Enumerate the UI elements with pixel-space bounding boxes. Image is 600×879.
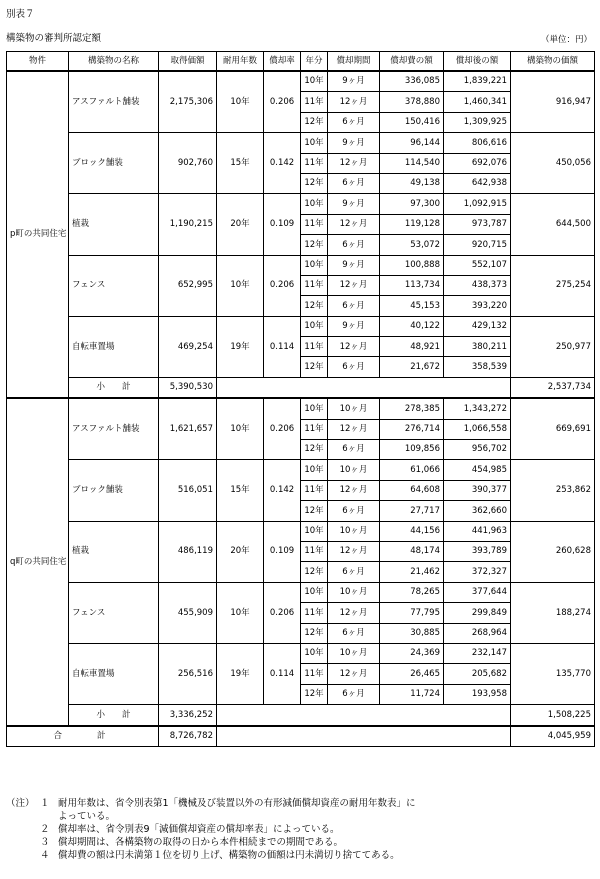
after-depreciation-cell: 956,702 [444, 440, 511, 460]
subtotal-value-cell: 2,537,734 [511, 377, 595, 398]
depreciation-amount-cell: 24,369 [380, 643, 444, 663]
subtotal-label-cell: 小 計 [69, 705, 159, 726]
header-cell: 構築物の価額 [511, 52, 595, 72]
table-row [7, 398, 595, 419]
period-cell: 6ヶ月 [328, 112, 380, 132]
depreciation-rate-cell: 0.114 [264, 643, 301, 704]
depreciation-amount-cell: 78,265 [380, 582, 444, 602]
table-row [7, 582, 595, 602]
note-text: 償却期間は、各構築物の取得の日から本件相続までの期間である。 [58, 837, 344, 848]
year-cell: 12年 [301, 562, 328, 582]
after-depreciation-cell: 380,211 [444, 337, 511, 357]
note-text: 償却費の額は円未満第１位を切り上げ、構築物の価額は円未満切り捨ててある。 [58, 850, 400, 861]
structure-value-cell: 275,254 [511, 255, 595, 316]
after-depreciation-cell: 393,789 [444, 541, 511, 561]
year-cell: 11年 [301, 480, 328, 500]
year-cell: 10年 [301, 643, 328, 663]
table-body [7, 71, 595, 746]
depreciation-amount-cell: 45,153 [380, 296, 444, 316]
useful-life-cell: 20年 [217, 521, 264, 582]
depreciation-amount-cell: 48,174 [380, 541, 444, 561]
after-depreciation-cell: 1,066,558 [444, 419, 511, 439]
after-depreciation-cell: 358,539 [444, 357, 511, 377]
period-cell: 6ヶ月 [328, 296, 380, 316]
after-depreciation-cell: 362,660 [444, 501, 511, 521]
note-number: ４ [40, 850, 50, 861]
header-cell: 構築物の名称 [69, 52, 159, 72]
period-cell: 12ヶ月 [328, 214, 380, 234]
after-depreciation-cell: 205,682 [444, 664, 511, 684]
subtotal-cost-cell: 5,390,530 [159, 377, 217, 398]
note-item [6, 823, 596, 836]
depreciation-rate-cell: 0.142 [264, 133, 301, 194]
structure-value-cell: 260,628 [511, 521, 595, 582]
depreciation-rate-cell: 0.109 [264, 194, 301, 255]
year-cell: 12年 [301, 357, 328, 377]
after-depreciation-cell: 299,849 [444, 603, 511, 623]
note-continuation: よっている。 [58, 811, 116, 822]
year-cell: 10年 [301, 194, 328, 214]
year-cell: 11年 [301, 541, 328, 561]
period-cell: 10ヶ月 [328, 582, 380, 602]
year-cell: 12年 [301, 112, 328, 132]
depreciation-rate-cell: 0.109 [264, 521, 301, 582]
depreciation-rate-cell: 0.206 [264, 398, 301, 460]
table-row [7, 460, 595, 480]
useful-life-cell: 15年 [217, 460, 264, 521]
acquisition-cost-cell: 455,909 [159, 582, 217, 643]
blank-cell [217, 726, 511, 747]
property-name-cell: p町の共同住宅 [7, 71, 69, 398]
acquisition-cost-cell: 1,621,657 [159, 398, 217, 460]
structure-name-cell: 自転車置場 [69, 316, 159, 377]
table-row [7, 255, 595, 275]
note-number: ３ [40, 837, 50, 848]
useful-life-cell: 20年 [217, 194, 264, 255]
note-text: 償却率は、省令別表9「減価償却資産の償却率表」によっている。 [58, 824, 340, 835]
depreciation-rate-cell: 0.142 [264, 460, 301, 521]
note-item [6, 849, 596, 862]
after-depreciation-cell: 438,373 [444, 275, 511, 295]
year-cell: 12年 [301, 684, 328, 704]
table-row [7, 194, 595, 214]
depreciation-amount-cell: 11,724 [380, 684, 444, 704]
period-cell: 6ヶ月 [328, 357, 380, 377]
year-cell: 12年 [301, 235, 328, 255]
structure-name-cell: 植栽 [69, 194, 159, 255]
period-cell: 12ヶ月 [328, 541, 380, 561]
acquisition-cost-cell: 2,175,306 [159, 71, 217, 133]
depreciation-amount-cell: 113,734 [380, 275, 444, 295]
subtotal-label-cell: 小 計 [69, 377, 159, 398]
year-cell: 10年 [301, 398, 328, 419]
year-cell: 12年 [301, 173, 328, 193]
depreciation-amount-cell: 109,856 [380, 440, 444, 460]
period-cell: 12ヶ月 [328, 419, 380, 439]
year-cell: 10年 [301, 582, 328, 602]
year-cell: 11年 [301, 275, 328, 295]
note-item [6, 836, 596, 849]
depreciation-amount-cell: 64,608 [380, 480, 444, 500]
depreciation-amount-cell: 21,672 [380, 357, 444, 377]
table-row [7, 71, 595, 92]
useful-life-cell: 10年 [217, 255, 264, 316]
year-cell: 11年 [301, 214, 328, 234]
structure-name-cell: 自転車置場 [69, 643, 159, 704]
note-number: １ [40, 798, 50, 809]
subtotal-row [7, 377, 595, 398]
unit-label: （単位：円） [540, 35, 592, 45]
acquisition-cost-cell: 256,516 [159, 643, 217, 704]
subtotal-row [7, 705, 595, 726]
period-cell: 10ヶ月 [328, 521, 380, 541]
period-cell: 10ヶ月 [328, 460, 380, 480]
period-cell: 6ヶ月 [328, 623, 380, 643]
depreciation-amount-cell: 27,717 [380, 501, 444, 521]
after-depreciation-cell: 193,958 [444, 684, 511, 704]
note-item [6, 797, 596, 810]
depreciation-amount-cell: 150,416 [380, 112, 444, 132]
after-depreciation-cell: 441,963 [444, 521, 511, 541]
period-cell: 9ヶ月 [328, 255, 380, 275]
acquisition-cost-cell: 902,760 [159, 133, 217, 194]
depreciation-amount-cell: 44,156 [380, 521, 444, 541]
depreciation-amount-cell: 378,880 [380, 92, 444, 112]
note-text: 耐用年数は、省令別表第1「機械及び装置以外の有形減価償却資産の耐用年数表」に [58, 798, 416, 809]
period-cell: 10ヶ月 [328, 643, 380, 663]
useful-life-cell: 19年 [217, 643, 264, 704]
after-depreciation-cell: 920,715 [444, 235, 511, 255]
structure-value-cell: 450,056 [511, 133, 595, 194]
page-title: 構築物の審判所認定額 [6, 33, 102, 44]
depreciation-amount-cell: 97,300 [380, 194, 444, 214]
depreciation-amount-cell: 276,714 [380, 419, 444, 439]
structure-name-cell: アスファルト舗装 [69, 71, 159, 133]
period-cell: 9ヶ月 [328, 316, 380, 336]
acquisition-cost-cell: 652,995 [159, 255, 217, 316]
depreciation-amount-cell: 114,540 [380, 153, 444, 173]
period-cell: 12ヶ月 [328, 337, 380, 357]
structure-name-cell: 植栽 [69, 521, 159, 582]
table-row [7, 133, 595, 153]
after-depreciation-cell: 642,938 [444, 173, 511, 193]
property-name-cell: q町の共同住宅 [7, 398, 69, 725]
period-cell: 6ヶ月 [328, 235, 380, 255]
blank-cell [217, 705, 511, 726]
after-depreciation-cell: 1,309,925 [444, 112, 511, 132]
year-cell: 11年 [301, 664, 328, 684]
year-cell: 10年 [301, 255, 328, 275]
depreciation-amount-cell: 30,885 [380, 623, 444, 643]
depreciation-amount-cell: 278,385 [380, 398, 444, 419]
depreciation-amount-cell: 96,144 [380, 133, 444, 153]
structure-name-cell: ブロック舗装 [69, 460, 159, 521]
period-cell: 6ヶ月 [328, 684, 380, 704]
depreciation-amount-cell: 48,921 [380, 337, 444, 357]
period-cell: 6ヶ月 [328, 173, 380, 193]
period-cell: 12ヶ月 [328, 603, 380, 623]
header-cell: 耐用年数 [217, 52, 264, 72]
year-cell: 10年 [301, 71, 328, 92]
total-label-cell: 合 計 [7, 726, 159, 747]
period-cell: 10ヶ月 [328, 398, 380, 419]
structure-name-cell: フェンス [69, 255, 159, 316]
period-cell: 12ヶ月 [328, 480, 380, 500]
after-depreciation-cell: 806,616 [444, 133, 511, 153]
year-cell: 11年 [301, 92, 328, 112]
period-cell: 9ヶ月 [328, 194, 380, 214]
useful-life-cell: 19年 [217, 316, 264, 377]
table-row [7, 316, 595, 336]
depreciation-amount-cell: 77,795 [380, 603, 444, 623]
depreciation-rate-cell: 0.206 [264, 71, 301, 133]
depreciation-amount-cell: 53,072 [380, 235, 444, 255]
depreciation-amount-cell: 40,122 [380, 316, 444, 336]
structure-value-cell: 250,977 [511, 316, 595, 377]
acquisition-cost-cell: 516,051 [159, 460, 217, 521]
after-depreciation-cell: 552,107 [444, 255, 511, 275]
year-cell: 12年 [301, 501, 328, 521]
period-cell: 12ヶ月 [328, 153, 380, 173]
header-cell: 償却率 [264, 52, 301, 72]
useful-life-cell: 15年 [217, 133, 264, 194]
after-depreciation-cell: 429,132 [444, 316, 511, 336]
depreciation-amount-cell: 336,085 [380, 71, 444, 92]
period-cell: 9ヶ月 [328, 133, 380, 153]
year-cell: 10年 [301, 521, 328, 541]
header-cell: 償却期間 [328, 52, 380, 72]
notes-section [6, 797, 596, 862]
structure-value-cell: 916,947 [511, 71, 595, 133]
period-cell: 12ヶ月 [328, 92, 380, 112]
depreciation-amount-cell: 49,138 [380, 173, 444, 193]
structure-value-cell: 188,274 [511, 582, 595, 643]
after-depreciation-cell: 393,220 [444, 296, 511, 316]
acquisition-cost-cell: 1,190,215 [159, 194, 217, 255]
blank-cell [217, 377, 511, 398]
subtotal-value-cell: 1,508,225 [511, 705, 595, 726]
table-row [7, 521, 595, 541]
period-cell: 9ヶ月 [328, 71, 380, 92]
after-depreciation-cell: 973,787 [444, 214, 511, 234]
depreciation-rate-cell: 0.206 [264, 582, 301, 643]
year-cell: 11年 [301, 153, 328, 173]
year-cell: 11年 [301, 603, 328, 623]
year-cell: 12年 [301, 440, 328, 460]
depreciation-amount-cell: 21,462 [380, 562, 444, 582]
period-cell: 6ヶ月 [328, 440, 380, 460]
header-cell: 償却後の額 [444, 52, 511, 72]
year-cell: 12年 [301, 623, 328, 643]
year-cell: 10年 [301, 460, 328, 480]
depreciation-amount-cell: 100,888 [380, 255, 444, 275]
year-cell: 12年 [301, 296, 328, 316]
structure-value-cell: 644,500 [511, 194, 595, 255]
structure-value-cell: 253,862 [511, 460, 595, 521]
year-cell: 10年 [301, 133, 328, 153]
header-cell: 物件 [7, 52, 69, 72]
structure-name-cell: ブロック舗装 [69, 133, 159, 194]
after-depreciation-cell: 390,377 [444, 480, 511, 500]
after-depreciation-cell: 1,460,341 [444, 92, 511, 112]
after-depreciation-cell: 372,327 [444, 562, 511, 582]
acquisition-cost-cell: 486,119 [159, 521, 217, 582]
year-cell: 11年 [301, 337, 328, 357]
structure-value-cell: 669,691 [511, 398, 595, 460]
depreciation-amount-cell: 26,465 [380, 664, 444, 684]
after-depreciation-cell: 692,076 [444, 153, 511, 173]
year-cell: 11年 [301, 419, 328, 439]
note-number: ２ [40, 824, 50, 835]
total-cost-cell: 8,726,782 [159, 726, 217, 747]
useful-life-cell: 10年 [217, 398, 264, 460]
total-row [7, 726, 595, 747]
after-depreciation-cell: 377,644 [444, 582, 511, 602]
total-value-cell: 4,045,959 [511, 726, 595, 747]
after-depreciation-cell: 454,985 [444, 460, 511, 480]
useful-life-cell: 10年 [217, 582, 264, 643]
after-depreciation-cell: 268,964 [444, 623, 511, 643]
header-cell: 償却費の額 [380, 52, 444, 72]
header-cell: 取得価額 [159, 52, 217, 72]
year-cell: 10年 [301, 316, 328, 336]
period-cell: 12ヶ月 [328, 664, 380, 684]
structure-name-cell: フェンス [69, 582, 159, 643]
valuation-table [6, 51, 595, 747]
structure-name-cell: アスファルト舗装 [69, 398, 159, 460]
structure-value-cell: 135,770 [511, 643, 595, 704]
depreciation-rate-cell: 0.114 [264, 316, 301, 377]
after-depreciation-cell: 232,147 [444, 643, 511, 663]
period-cell: 12ヶ月 [328, 275, 380, 295]
after-depreciation-cell: 1,092,915 [444, 194, 511, 214]
acquisition-cost-cell: 469,254 [159, 316, 217, 377]
after-depreciation-cell: 1,839,221 [444, 71, 511, 92]
after-depreciation-cell: 1,343,272 [444, 398, 511, 419]
table-header-row [7, 52, 595, 72]
appendix-label: 別表７ [6, 9, 35, 20]
period-cell: 6ヶ月 [328, 562, 380, 582]
header-cell: 年分 [301, 52, 328, 72]
depreciation-amount-cell: 61,066 [380, 460, 444, 480]
period-cell: 6ヶ月 [328, 501, 380, 521]
subtotal-cost-cell: 3,336,252 [159, 705, 217, 726]
table-row [7, 643, 595, 663]
depreciation-rate-cell: 0.206 [264, 255, 301, 316]
useful-life-cell: 10年 [217, 71, 264, 133]
depreciation-amount-cell: 119,128 [380, 214, 444, 234]
notes-heading: （注） [6, 798, 35, 809]
